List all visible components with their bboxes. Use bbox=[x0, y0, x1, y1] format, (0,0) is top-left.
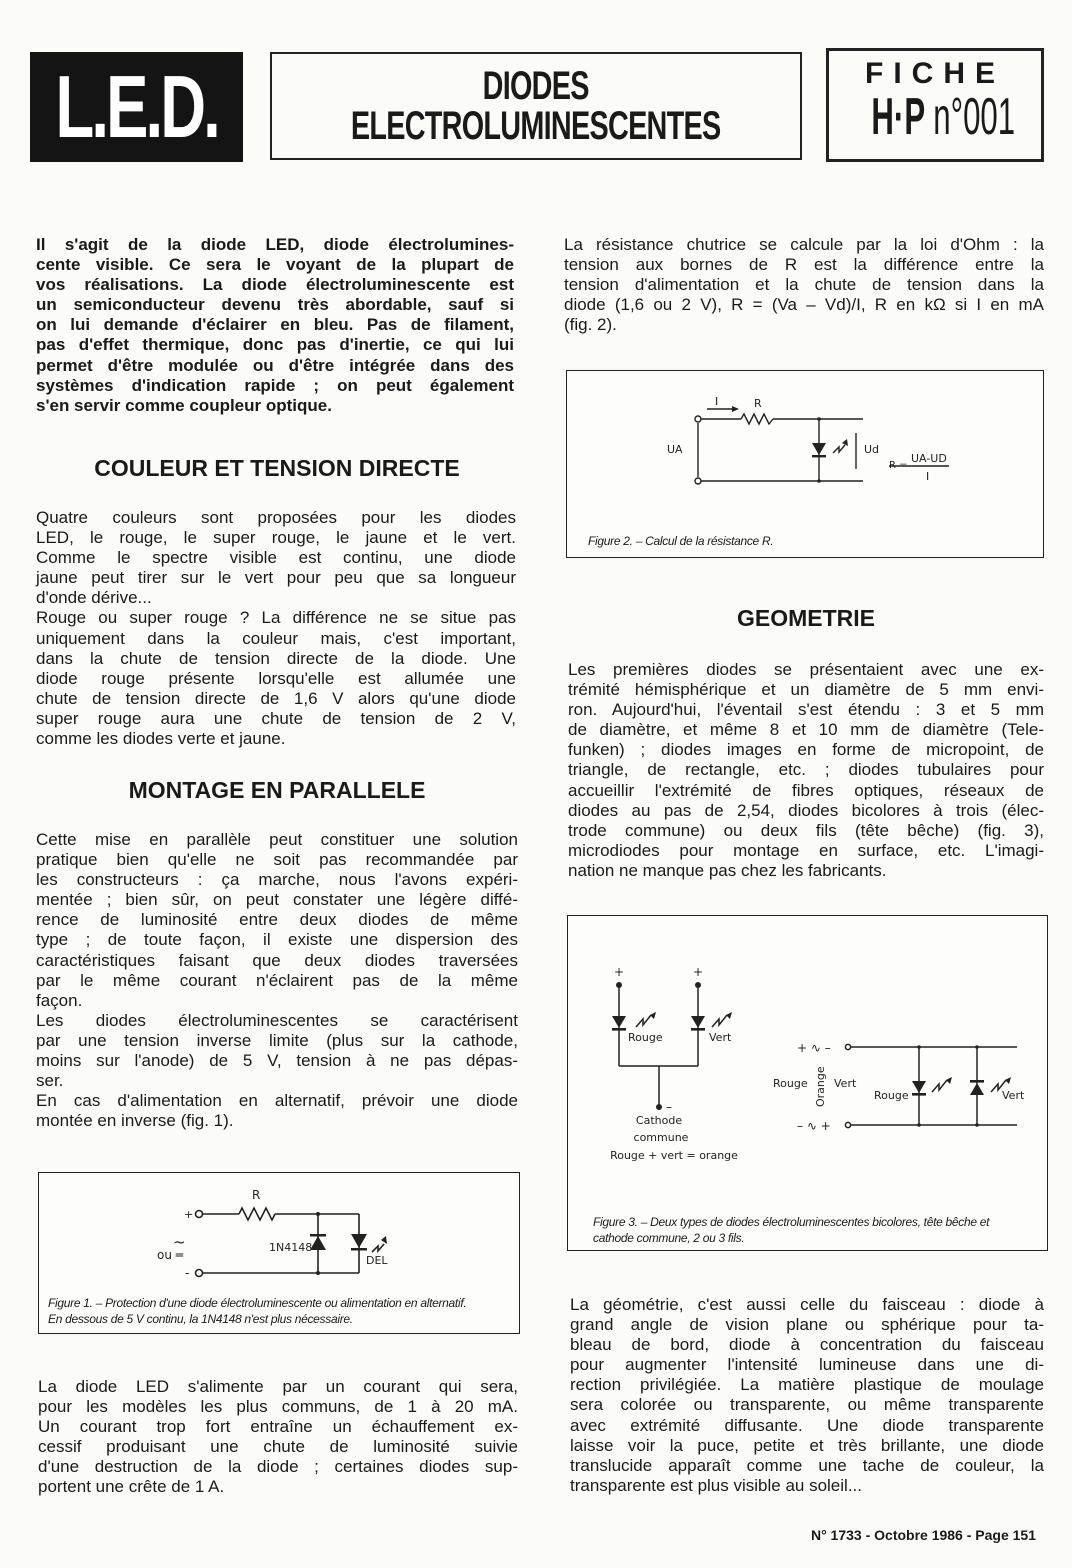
text-line: cessif produisant une chute de luminosité suivie bbox=[38, 1437, 518, 1457]
alimentation-paragraph bbox=[38, 1377, 518, 1498]
fig1-label-ac: ~ bbox=[173, 1233, 186, 1251]
figure-2-caption: Figure 2. – Calcul de la résistance R. bbox=[588, 534, 774, 548]
text-line: trémité hémisphérique et un diamètre de 5 mm envi- bbox=[568, 680, 1044, 700]
text-line: Cette mise en parallèle peut constituer une solution bbox=[36, 830, 518, 849]
text-line: façon. bbox=[36, 990, 83, 1010]
fig3-label-rouge-right: Rouge bbox=[874, 1089, 909, 1102]
fiche-number: n°001 bbox=[933, 88, 1016, 146]
text-line: moins sur l'anode) de 5 V, tension à ne pas dépas- bbox=[36, 1051, 518, 1071]
fig3-label-orange: Orange bbox=[814, 1066, 827, 1107]
figure-3-schematic bbox=[568, 916, 1047, 1250]
text-line: bleau de bord, diode à concentration du faisceau bbox=[570, 1335, 1044, 1355]
text-line: Il s'agit de la diode LED, diode électrolumines- bbox=[36, 235, 514, 254]
fiche-id bbox=[871, 88, 1016, 146]
text-line: diode rouge présente lorsqu'elle est allumée une bbox=[36, 668, 516, 688]
heading-geometrie: GEOMETRIE bbox=[736, 605, 875, 631]
text-line: un semiconducteur devenu très abordable, sauf si bbox=[36, 295, 514, 315]
text-line: par le même courant n'éclairent pas de la même bbox=[36, 970, 518, 990]
fig3-label-sum: Rouge + vert = orange bbox=[610, 1149, 738, 1162]
text-line: rence de luminosité entre deux diodes de même bbox=[36, 910, 518, 930]
text-line: type ; de toute façon, il existe une dispersion des bbox=[36, 930, 518, 950]
figure-2-schematic bbox=[567, 371, 1043, 557]
caption-line: Figure 3. – Deux types de diodes électroluminescentes bicolores, tête bêche et bbox=[593, 1215, 990, 1229]
caption-line: cathode commune, 2 ou 3 fils. bbox=[593, 1231, 745, 1245]
text-line: jaune peut tirer sur le vert pour peu que sa longueur bbox=[36, 568, 516, 588]
text-line: comme les diodes verte et jaune. bbox=[36, 729, 286, 749]
fig3-label-rouge-left: Rouge bbox=[628, 1031, 663, 1044]
text-line: laisse voir la puce, petite et très brillante, une diode bbox=[570, 1435, 1044, 1455]
text-line: d'onde dérive... bbox=[36, 588, 152, 608]
heading-couleur: COULEUR ET TENSION DIRECTE bbox=[94, 455, 460, 481]
fig3-minus: – bbox=[666, 1100, 672, 1114]
text-line: Les diodes électroluminescentes se caractérisent bbox=[36, 1010, 518, 1030]
text-line: d'une destruction de la diode ; certaines diodes sup- bbox=[38, 1457, 518, 1477]
text-line: systèmes d'indication rapide ; on peut également bbox=[36, 375, 514, 395]
fig3-label-cathode: Cathode bbox=[635, 1114, 683, 1127]
text-line: caractéristiques faisant que deux diodes traversées bbox=[36, 950, 518, 970]
fig3-plus-rouge: + bbox=[614, 965, 625, 979]
text-line: La géométrie, c'est aussi celle du faisceau : diode à bbox=[570, 1295, 1044, 1314]
fig2-label-i: I bbox=[715, 395, 719, 408]
fig3-top-terminal: + ∿ – bbox=[797, 1041, 831, 1055]
text-line: microdiodes pour montage en surface, etc. L'imagi- bbox=[568, 840, 1044, 860]
text-line: cente visible. Ce sera le voyant de la plupart de bbox=[36, 255, 514, 275]
text-line: pour augmenter l'intensité lumineuse dans une di- bbox=[570, 1355, 1044, 1375]
page-title bbox=[270, 52, 802, 160]
text-line: triangle, de rectangle, etc. ; diodes tubulaires pour bbox=[568, 760, 1044, 780]
text-line: trode commune) ou deux fils (tête bêche) (fig. 3), bbox=[568, 820, 1044, 840]
fig2-formula-denominator: I bbox=[926, 470, 930, 483]
fig3-label-commune: commune bbox=[633, 1131, 689, 1144]
text-line: pratique bien qu'elle ne soit pas recommandée par bbox=[36, 850, 518, 870]
text-line: tension d'alimentation et la chute de tension dans la bbox=[564, 275, 1044, 295]
text-line: les constructeurs : ça marche, nous l'avons expéri- bbox=[36, 870, 518, 890]
text-line: chute de tension directe de 1,6 V alors qu'une diode bbox=[36, 688, 516, 708]
text-line: LED, le rouge, le super rouge, le jaune et le vert. bbox=[36, 528, 516, 548]
fig2-label-ud: Ud bbox=[864, 443, 880, 456]
text-line: sera colorée ou transparente, ou même transparente bbox=[570, 1395, 1044, 1415]
title-line-2: ELECTROLUMINESCENTES bbox=[351, 104, 721, 148]
text-line: funken) ; diodes images en forme de micropoint, de bbox=[568, 740, 1044, 760]
page-footer: N° 1733 - Octobre 1986 - Page 151 bbox=[810, 1527, 1036, 1543]
text-line: super rouge aura une chute de tension de 2 V, bbox=[36, 708, 516, 728]
fig2-label-ua: UA bbox=[667, 443, 683, 456]
text-line: s'en servir comme coupleur optique. bbox=[36, 395, 332, 415]
fig3-plus-vert: + bbox=[693, 965, 704, 979]
text-line: tension aux bornes de R est la différence entre la bbox=[564, 255, 1044, 275]
figure-3 bbox=[567, 915, 1048, 1251]
text-line: nation ne manque pas chez les fabricants. bbox=[568, 860, 887, 880]
fig3-label-vert-mid: Vert bbox=[834, 1077, 857, 1090]
text-line: Quatre couleurs sont proposées pour les diodes bbox=[36, 508, 516, 527]
text-line: pas d'effet thermique, donc pas d'inertie, ce qui lui bbox=[36, 335, 514, 355]
text-line: En cas d'alimentation en alternatif, prévoir une diode bbox=[36, 1091, 518, 1111]
text-line: on lui demande d'éclairer en bleu. Pas de filament, bbox=[36, 315, 514, 335]
montage-paragraph bbox=[36, 830, 518, 1131]
text-line: Comme le spectre visible est continu, une diode bbox=[36, 548, 516, 568]
text-line: uniquement dans la couleur mais, c'est important, bbox=[36, 628, 516, 648]
caption-line: En dessous de 5 V continu, la 1N4148 n'est plus nécessaire. bbox=[48, 1312, 353, 1326]
text-line: translucide apparaît comme une tache de couleur, la bbox=[570, 1455, 1044, 1475]
fig2-formula-numerator: UA-UD bbox=[911, 452, 947, 465]
fig1-label-1n4148: 1N4148 bbox=[269, 1241, 313, 1254]
text-line: dans la chute de tension directe de la diode. Une bbox=[36, 648, 516, 668]
text-line: rection privilégiée. La matière plastique de moulage bbox=[570, 1375, 1044, 1395]
text-line: mentée ; bien sûr, on peut constater une légère diffé- bbox=[36, 890, 518, 910]
caption-line: Figure 1. – Protection d'une diode électroluminescente ou alimentation en alternatif. bbox=[48, 1296, 467, 1310]
fig1-label-ou: ou ═ bbox=[157, 1248, 183, 1262]
fig1-label-del: DEL bbox=[366, 1254, 388, 1267]
text-line: par une tension inverse limite (plus sur la cathode, bbox=[36, 1030, 518, 1050]
text-line: diodes au pas de 2,54, diodes bicolores à trois (élec- bbox=[568, 800, 1044, 820]
text-line: La résistance chutrice se calcule par la loi d'Ohm : la bbox=[564, 235, 1044, 254]
text-line: permet d'être modulée ou d'être intégrée dans des bbox=[36, 355, 514, 375]
fig3-bottom-terminal: – ∿ + bbox=[797, 1119, 831, 1133]
figure-3-caption bbox=[593, 1214, 989, 1246]
text-line: (fig. 2). bbox=[564, 315, 617, 335]
figure-1-caption bbox=[48, 1295, 466, 1327]
text-line: La diode LED s'alimente par un courant qui sera, bbox=[38, 1377, 518, 1396]
geometrie-paragraph bbox=[568, 660, 1044, 881]
text-line: Rouge ou super rouge ? La différence ne se situe pas bbox=[36, 608, 516, 628]
faisceau-paragraph bbox=[570, 1295, 1044, 1496]
fig3-label-rouge-mid: Rouge bbox=[773, 1077, 808, 1090]
text-line: pour les modèles les plus communs, de 1 à 20 mA. bbox=[38, 1397, 518, 1417]
text-line: portent une crête de 1 A. bbox=[38, 1477, 225, 1497]
text-line: vos réalisations. La diode électroluminescente est bbox=[36, 275, 514, 295]
text-line: accueillir l'extrémité de fibres optiques, réseaux de bbox=[568, 780, 1044, 800]
fig1-label-minus: - bbox=[185, 1266, 190, 1280]
fiche-badge bbox=[826, 48, 1044, 162]
heading-montage: MONTAGE EN PARALLELE bbox=[128, 777, 426, 803]
text-line: avec extrémité diffusante. Une diode transparente bbox=[570, 1415, 1044, 1435]
text-line: de diamètre, et même 8 et 10 mm de diamètre (Tele- bbox=[568, 720, 1044, 740]
fig1-label-plus: + bbox=[184, 1208, 194, 1221]
fig1-label-r: R bbox=[252, 1188, 261, 1202]
fig3-label-vert-right: Vert bbox=[1002, 1089, 1025, 1102]
logo-text: L.E.D. bbox=[55, 57, 218, 156]
fiche-brand: H·P bbox=[871, 88, 925, 146]
fig2-label-r: R bbox=[754, 397, 762, 410]
fig2-formula-lhs: R = bbox=[889, 460, 908, 471]
intro-paragraph bbox=[36, 235, 514, 416]
figure-1 bbox=[38, 1172, 520, 1334]
text-line: diode (1,6 ou 2 V), R = (Va – Vd)/I, R en kΩ si I en mA bbox=[564, 295, 1044, 315]
text-line: montée en inverse (fig. 1). bbox=[36, 1111, 234, 1131]
text-line: Un courant trop fort entraîne un échauffement ex- bbox=[38, 1417, 518, 1437]
text-line: Les premières diodes se présentaient avec une ex- bbox=[568, 660, 1044, 679]
fiche-label: FICHE bbox=[865, 57, 1005, 90]
led-logo bbox=[30, 52, 243, 162]
fig3-label-vert-left: Vert bbox=[709, 1031, 732, 1044]
title-line-1: DIODES bbox=[482, 64, 590, 108]
text-line: grand angle de vision plane ou sphérique pour ta- bbox=[570, 1315, 1044, 1335]
text-line: transparente est plus visible au soleil... bbox=[570, 1475, 862, 1495]
resistance-paragraph bbox=[564, 235, 1044, 335]
couleur-paragraph bbox=[36, 508, 516, 749]
text-line: ser. bbox=[36, 1071, 64, 1091]
figure-2 bbox=[566, 370, 1044, 558]
text-line: ron. Aujourd'hui, l'éventail s'est étendu : 3 et 5 mm bbox=[568, 700, 1044, 720]
